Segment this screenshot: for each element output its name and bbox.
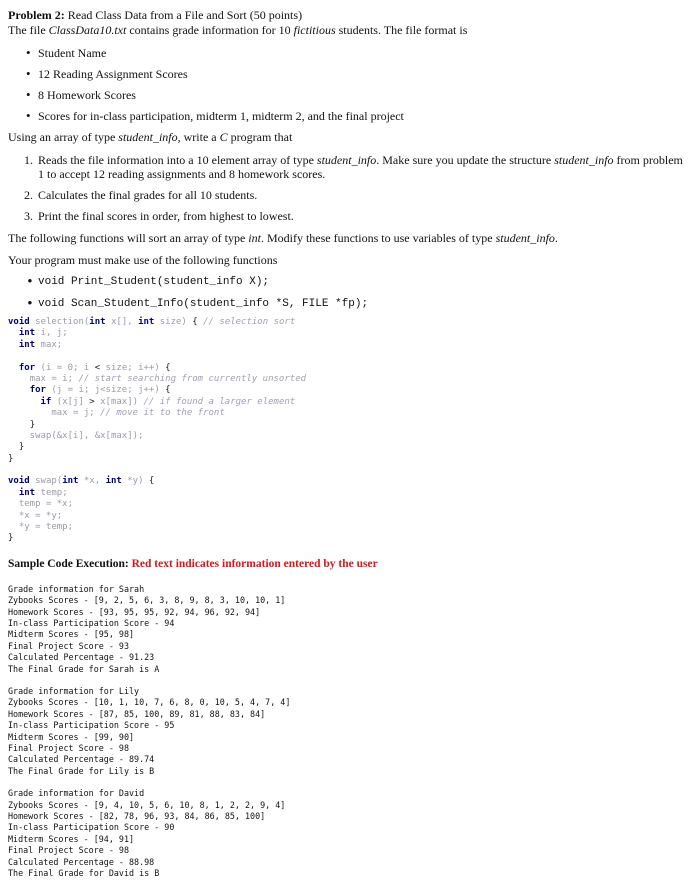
- document-page: [8, 0, 684, 879]
- swap-code: void swap(int *x, int *y) { int temp; temp = *x; *x = *y; *y = temp; }: [8, 476, 155, 544]
- output-line: Calculated Percentage - 88.98: [8, 856, 155, 867]
- sort-note-type: student_info: [495, 231, 555, 245]
- output-line: In-class Participation Score - 90: [8, 822, 175, 833]
- output-line: The Final Grade for Lily is B: [8, 765, 155, 776]
- output-line: Homework Scores - [87, 85, 100, 89, 81, 88, 83, 84]: [8, 708, 266, 719]
- must-use-line: Your program must make use of the following functions: [8, 253, 278, 267]
- output-line: Grade information for Sarah: [8, 583, 145, 594]
- using-post: program that: [227, 130, 293, 144]
- step-text: . Make sure you update the structure: [376, 153, 555, 167]
- steps-list: [8, 153, 684, 223]
- format-item: • 12 Reading Assignment Scores: [8, 67, 684, 81]
- functions-list: [8, 275, 684, 311]
- step-item: [8, 209, 684, 223]
- step-number: 2.: [24, 188, 33, 202]
- sample-label: Sample Code Execution:: [8, 557, 129, 570]
- output-line: Homework Scores - [82, 78, 96, 93, 84, 86, 85, 100]: [8, 811, 266, 822]
- output-line: Zybooks Scores - [10, 1, 10, 7, 6, 8, 0, 10, 5, 4, 7, 4]: [8, 697, 291, 708]
- step-item: [8, 153, 684, 181]
- step-number: 3.: [24, 209, 33, 223]
- using-line: [8, 130, 684, 145]
- output-line: Calculated Percentage - 89.74: [8, 754, 155, 765]
- step-item: [8, 188, 684, 202]
- step-type: student_info: [554, 153, 614, 167]
- student-output-block: [8, 788, 684, 879]
- output-line: In-class Participation Score - 95: [8, 720, 175, 731]
- function-signature: • void Scan_Student_Info(student_info *S, FILE *fp);: [8, 297, 684, 311]
- intro-fictitious: fictitious: [293, 23, 336, 37]
- intro-post: students. The file format is: [335, 23, 468, 37]
- student-output-block: [8, 584, 684, 675]
- step-text: Reads the file information into a 10 element array of type: [38, 153, 317, 167]
- sort-note: [8, 231, 684, 246]
- sort-note-post: .: [554, 231, 558, 245]
- sort-note-pre: The following functions will sort an array of type: [8, 231, 249, 245]
- output-line: The Final Grade for Sarah is A: [8, 663, 160, 674]
- step-text: Print the final scores in order, from highest to lowest.: [38, 209, 294, 223]
- problem-title: Read Class Data from a File and Sort (50 points): [67, 8, 303, 22]
- selection-sort-code: void selection(int x[], int size) { // selection sort int i, j; int max; for (i = 0; i < size; i++) { max = i; // start searching from currently unsorted for (j = i; j<size; j++) { if (x[j] > x[max]) // if found a larger element max = j; // move it to the front } swap(&x[i], &x[max]); } }: [8, 317, 307, 464]
- problem-heading: [8, 8, 684, 23]
- output-line: Midterm Scores - [99, 90]: [8, 731, 135, 742]
- using-pre: Using an array of type: [8, 130, 119, 144]
- step-text: from problem 1 to accept 12 reading assignments and 8 homework scores.: [38, 153, 683, 181]
- format-item: • Student Name: [8, 46, 684, 60]
- format-list: [8, 46, 684, 123]
- format-item: • 8 Homework Scores: [8, 88, 684, 102]
- intro-pre: The file: [8, 23, 49, 37]
- sort-note-int: int: [248, 231, 261, 245]
- output-line: In-class Participation Score - 94: [8, 617, 175, 628]
- step-number: 1.: [24, 153, 33, 167]
- output-line: Final Project Score - 98: [8, 743, 130, 753]
- output-line: Final Project Score - 98: [8, 845, 130, 856]
- output-line: Grade information for David: [8, 788, 145, 799]
- intro-mid: contains grade information for 10: [126, 23, 294, 37]
- step-type: student_info: [316, 153, 377, 167]
- using-type: student_info: [118, 130, 178, 144]
- output-line: Calculated Percentage - 91.23: [8, 652, 155, 663]
- sample-heading: [8, 557, 684, 572]
- output-line: Midterm Scores - [95, 98]: [8, 629, 135, 640]
- intro-file: ClassData10.txt: [48, 23, 127, 37]
- output-line: Homework Scores - [93, 95, 95, 92, 94, 96, 92, 94]: [8, 606, 261, 617]
- format-item: • Scores for in-class participation, midterm 1, midterm 2, and the final project: [8, 109, 684, 123]
- output-line: Zybooks Scores - [9, 2, 5, 6, 3, 8, 9, 8, 3, 10, 10, 1]: [8, 595, 286, 606]
- using-mid: , write a: [177, 130, 220, 144]
- sample-red-note: Red text indicates information entered by the user: [131, 557, 378, 570]
- output-line: Zybooks Scores - [9, 4, 10, 5, 6, 10, 8, 1, 2, 2, 9, 4]: [8, 799, 286, 810]
- output-line: Final Project Score - 93: [8, 640, 130, 651]
- problem-label: Problem 2:: [8, 8, 65, 22]
- using-lang: C: [219, 130, 228, 144]
- function-signature: • void Print_Student(student_info X);: [8, 275, 684, 289]
- problem-intro: [8, 23, 684, 38]
- output-line: Midterm Scores - [94, 91]: [8, 833, 135, 844]
- output-line: Grade information for Lily: [8, 685, 140, 696]
- output-line: The Final Grade for David is B: [8, 868, 160, 879]
- step-text: Calculates the final grades for all 10 students.: [38, 188, 258, 202]
- sort-note-mid: . Modify these functions to use variables of type: [260, 231, 496, 245]
- student-output-block: [8, 686, 684, 777]
